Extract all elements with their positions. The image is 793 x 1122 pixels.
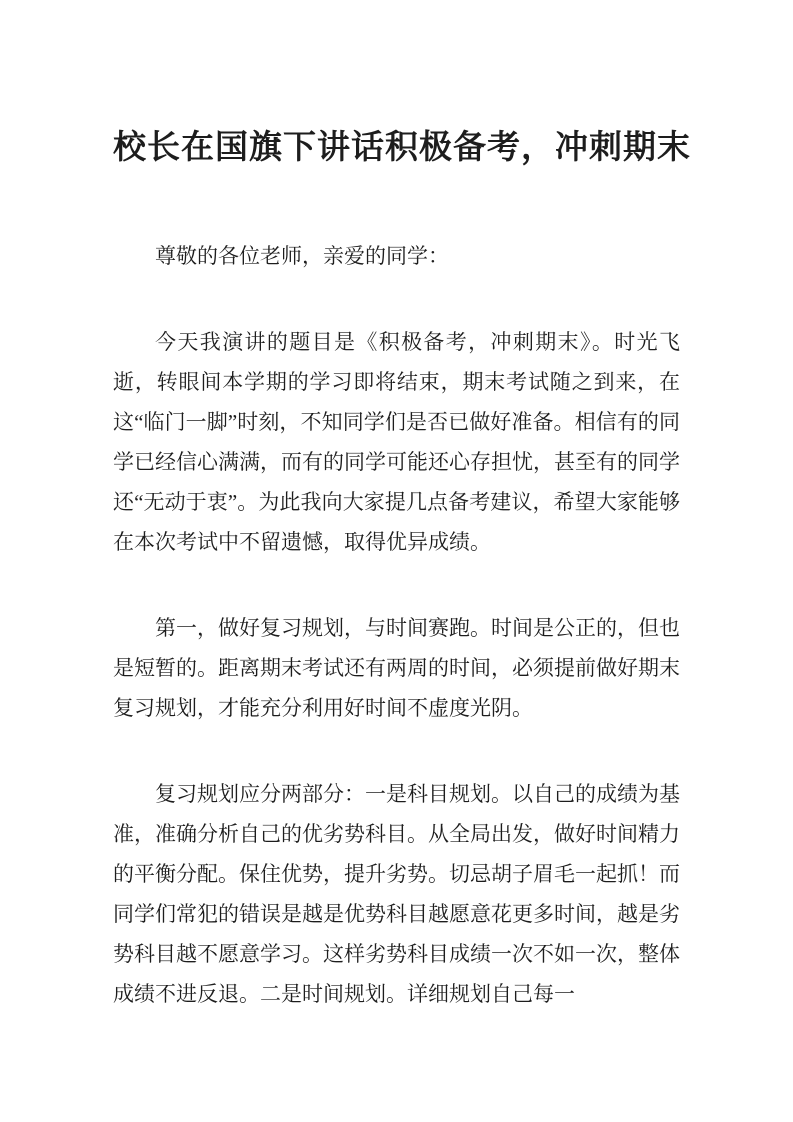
paragraph-first-advice: 第一，做好复习规划，与时间赛跑。时间是公正的，但也是短暂的。距离期末考试还有两周的时间，必须提前做好期末复习规划，才能充分利用好时间不虚度光阴。 — [113, 616, 680, 720]
salutation-line: 尊敬的各位老师，亲爱的同学： — [155, 244, 449, 268]
paragraph-intro: 今天我演讲的题目是《积极备考，冲刺期末》。时光飞逝，转眼间本学期的学习即将结束，期末考试随之到来，在这“临门一脚”时刻，不知同学们是否已做好准备。相信有的同学已经信心满满，而有的同学可能还心存担忧，甚至有的同学还“无动于衷”。为此我向大家提几点备考建议，希望大家能够在本次考试中不留遗憾，取得优异成绩。 — [113, 330, 680, 554]
paragraph-review-plan: 复习规划应分两部分：一是科目规划。以自己的成绩为基准，准确分析自己的优劣势科目。从全局出发，做好时间精力的平衡分配。保住优势，提升劣势。切忌胡子眉毛一起抓！而同学们常犯的错误是越是优势科目越愿意花更多时间，越是劣势科目越不愿意学习。这样劣势科目成绩一次不如一次，整体成绩不进反退。二是时间规划。详细规划自己每一 — [113, 782, 680, 1006]
document-title: 校长在国旗下讲话积极备考，冲刺期末 — [113, 130, 691, 166]
